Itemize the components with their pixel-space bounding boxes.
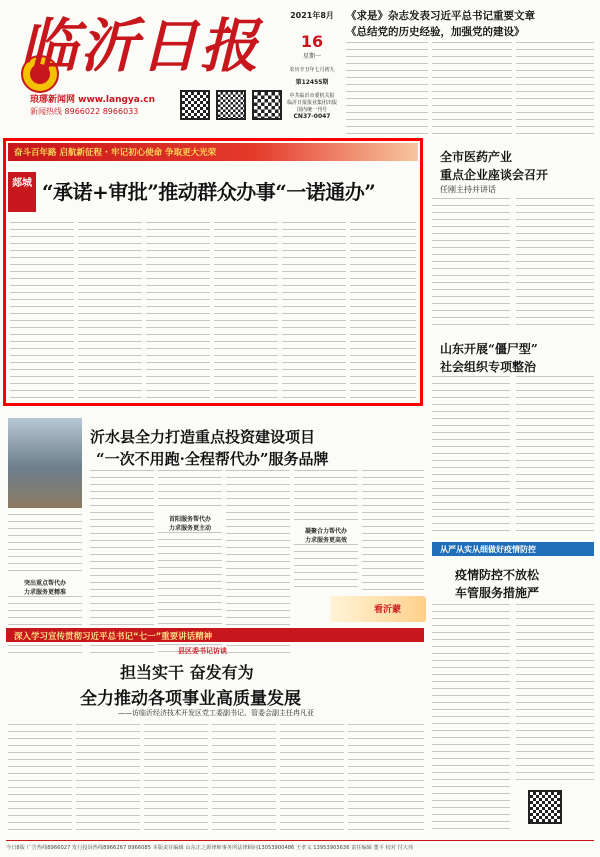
yishui-col-1b: [8, 596, 82, 654]
story-3-body-1: [432, 604, 510, 834]
date-line: 2021年8月: [290, 11, 334, 20]
story-2-title-2: 社会组织专项整治: [440, 360, 537, 374]
study-deck: ——访临沂经济技术开发区党工委副书记、管委会副主任冉凡亚: [118, 709, 314, 717]
yishui-stamp-text: 看沂蒙: [374, 605, 402, 615]
yishui-sub-3-line-2: 力求服务更高效: [304, 537, 347, 544]
date-block: [282, 10, 342, 130]
story-3-body-2: [516, 604, 594, 784]
sponsor-2: 临沂日报报业集团出版: [286, 100, 337, 106]
feature-col-2: [78, 222, 142, 402]
feature-col-6: [350, 222, 416, 402]
top-right-headline-2: 《总结党的历史经验，加强党的建设》: [346, 26, 525, 38]
epidemic-banner-text: 从严从实从细做好疫情防控: [440, 545, 536, 554]
story-2-body-1: [432, 376, 510, 536]
cn-label: 国内统一刊号: [296, 107, 327, 113]
cn-code: CN37-0047: [293, 113, 331, 120]
qr-code-footer: [528, 790, 562, 824]
study-headline-1: 担当实干 奋发有为: [120, 663, 254, 682]
feature-banner-text: 奋斗百年路 启航新征程 · 牢记初心使命 争取更大光荣: [14, 148, 217, 158]
feature-col-3: [146, 222, 210, 402]
qr-code-3: [252, 90, 282, 120]
footer-text: 今日8版 广告热线8966027 发行投诉热线8966267 8966085 本版责任编辑 山东正之源律师事务所法律顾问13053900486 王孝义 13953903636 责任编辑 董平 校对 付大伟: [6, 845, 414, 851]
story-1-title-1: 全市医药产业: [440, 150, 513, 164]
story-3-title-2: 车管服务措施严: [455, 586, 540, 600]
study-banner-text: 深入学习宣传贯彻习近平总书记“七一”重要讲话精神: [14, 632, 213, 642]
story-1-body-1: [432, 198, 510, 328]
story-2-title-1: 山东开展“僵尸型”: [440, 342, 538, 356]
study-headline-2: 全力推动各项事业高质量发展: [80, 689, 301, 709]
study-col-5: [280, 724, 344, 836]
yishui-sub-2-line-2: 力求服务更主动: [168, 525, 211, 532]
yishui-col-5b: [294, 544, 358, 590]
newspaper-title: 临沂日报: [20, 12, 261, 80]
sponsor-1: 中共临沂市委机关报: [289, 93, 335, 99]
yishui-sub-1-line-1: 突出重点帮代办: [23, 580, 66, 587]
date-day: 16: [300, 32, 324, 51]
feature-col-1: [10, 222, 74, 402]
yishui-sub-1-line-2: 力求服务更精准: [23, 589, 66, 596]
feature-col-5: [282, 222, 346, 402]
story-1-title-2: 重点企业座谈会召开: [440, 168, 549, 182]
top-right-headline-1: 《求是》杂志发表习近平总书记重要文章: [346, 10, 535, 22]
footer-rule: [6, 840, 594, 841]
yishui-col-5: [294, 470, 358, 522]
story-1-body-2: [516, 198, 594, 328]
feature-tag-text: 郯城: [12, 178, 32, 189]
feature-headline: “承诺+审批”推动群众办事“一诺通办”: [42, 180, 376, 204]
top-right-body-2: [432, 42, 512, 134]
website[interactable]: 琅琊新闻网 www.langya.cn: [30, 95, 156, 105]
yishui-headline-1: 沂水县全力打造重点投资建设项目: [90, 428, 316, 446]
feature-col-4: [214, 222, 278, 402]
yishui-col-4: [226, 470, 290, 654]
yishui-sub-1: [10, 578, 80, 596]
story-3-title-1: 疫情防控不放松: [455, 568, 540, 582]
study-col-4: [212, 724, 276, 836]
yishui-photo: [8, 418, 82, 508]
qr-code-1: [180, 90, 210, 120]
study-col-1: [8, 724, 72, 836]
weekday: 星期一: [302, 53, 321, 60]
study-col-3: [144, 724, 208, 836]
yishui-headline-2: “一次不用跑·全程帮代办”服务品牌: [96, 450, 329, 468]
study-sub-banner-text: 县区委书记访谈: [178, 647, 227, 655]
hotline: 新闻热线 8966022 8966033: [30, 107, 139, 116]
yishui-sub-3: [296, 526, 356, 544]
yishui-col-6: [362, 470, 424, 590]
yishui-sub-3-line-1: 凝聚合力帮代办: [304, 528, 347, 535]
yishui-col-2: [90, 470, 154, 654]
top-right-body-3: [516, 42, 594, 134]
issue-number: 第12455期: [295, 79, 329, 86]
qr-code-2: [216, 90, 246, 120]
yishui-sub-2: [160, 514, 220, 532]
story-1-sub: 任刚主持并讲话: [440, 185, 496, 194]
lunar-date: 农历辛丑年七月初九: [289, 67, 335, 73]
story-2-body-2: [516, 376, 594, 536]
yishui-col-1: [8, 514, 82, 574]
yishui-sub-2-line-1: 首阳服务帮代办: [168, 516, 211, 523]
yishui-col-3: [158, 470, 222, 510]
study-col-2: [76, 724, 140, 836]
top-right-body-1: [346, 42, 428, 134]
study-col-6: [348, 724, 424, 836]
